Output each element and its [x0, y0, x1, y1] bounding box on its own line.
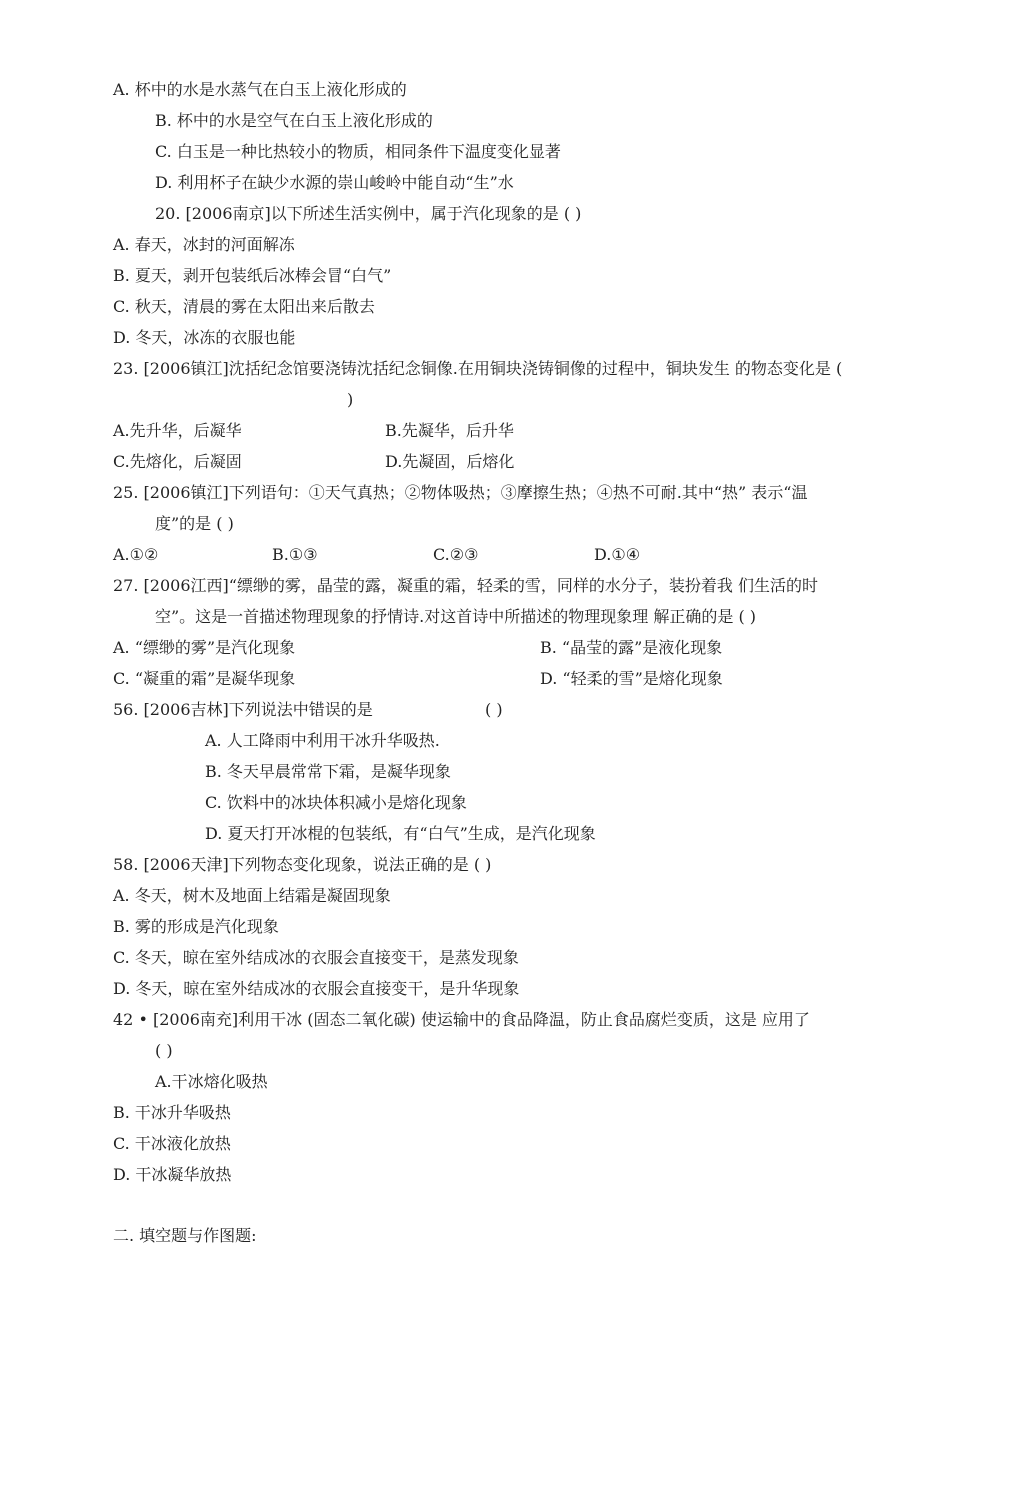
option-line: D. 夏天打开冰棍的包装纸，有“白气”生成，是汽化现象 [205, 824, 596, 843]
option-line: C. 冬天，晾在室外结成冰的衣服会直接变干，是蒸发现象 [113, 948, 519, 967]
option-line: D. 冬天，冰冻的衣服也能 [113, 328, 296, 347]
option-line: B.①③ [272, 545, 318, 564]
option-line: A.先升华，后凝华 [113, 421, 242, 440]
question-27: 27. [2006江西]“缥缈的雾，晶莹的露，凝重的霜，轻柔的雪，同样的水分子，装扮着我 们生活的时 [113, 576, 819, 595]
option-line: C.②③ [433, 545, 479, 564]
question-continuation: 度”的是 ( ) [155, 514, 234, 533]
option-line: B. 冬天早晨常常下霜，是凝华现象 [205, 762, 451, 781]
option-line: B. 雾的形成是汽化现象 [113, 917, 279, 936]
option-line: A. 春天，冰封的河面解冻 [113, 235, 295, 254]
option-line: A.干冰熔化吸热 [155, 1072, 268, 1091]
answer-paren: ( ) [485, 700, 503, 719]
option-line: A. “缥缈的雾”是汽化现象 [113, 638, 296, 657]
option-line: A. 冬天，树木及地面上结霜是凝固现象 [113, 886, 391, 905]
option-line: C. 饮料中的冰块体积减小是熔化现象 [205, 793, 467, 812]
option-line: A. 杯中的水是水蒸气在白玉上液化形成的 [113, 80, 407, 99]
option-line: B. 夏天，剥开包装纸后冰棒会冒“白气” [113, 266, 392, 285]
option-line: B.先凝华，后升华 [385, 421, 514, 440]
answer-paren: ( ) [155, 1041, 173, 1060]
question-25: 25. [2006镇江]下列语句：①天气真热；②物体吸热；③摩擦生热；④热不可耐.其中“热” 表示“温 [113, 483, 808, 502]
option-line: D. 利用杯子在缺少水源的崇山峻岭中能自动“生”水 [155, 173, 514, 192]
option-line: D. 冬天，晾在室外结成冰的衣服会直接变干，是升华现象 [113, 979, 520, 998]
answer-paren: ) [347, 390, 354, 409]
option-line: A.①② [113, 545, 159, 564]
question-42: 42 • [2006南充]利用干冰 (固态二氧化碳) 使运输中的食品降温，防止食品腐烂变质，这是 应用了 [113, 1010, 810, 1029]
option-line: D.先凝固，后熔化 [385, 452, 515, 471]
question-58: 58. [2006天津]下列物态变化现象，说法正确的是 ( ) [113, 855, 492, 874]
option-line: C. 秋天，清晨的雾在太阳出来后散去 [113, 297, 375, 316]
option-line: C. 白玉是一种比热较小的物质，相同条件下温度变化显著 [155, 142, 561, 161]
option-line: C. “凝重的霜”是凝华现象 [113, 669, 296, 688]
option-line: D.①④ [594, 545, 641, 564]
option-line: B. 干冰升华吸热 [113, 1103, 231, 1122]
question-continuation: 空”。这是一首描述物理现象的抒情诗.对这首诗中所描述的物理现象理 解正确的是 ( ) [155, 607, 757, 626]
option-line: B. “晶莹的露”是液化现象 [540, 638, 723, 657]
question-20: 20. [2006南京]以下所述生活实例中，属于汽化现象的是 ( ) [155, 204, 582, 223]
section-heading: 二. 填空题与作图题: [113, 1226, 257, 1245]
option-line: A. 人工降雨中利用干冰升华吸热. [205, 731, 440, 750]
option-line: B. 杯中的水是空气在白玉上液化形成的 [155, 111, 433, 130]
option-line: C.先熔化，后凝固 [113, 452, 242, 471]
option-line: D. “轻柔的雪”是熔化现象 [540, 669, 723, 688]
question-56: 56. [2006吉林]下列说法中错误的是 [113, 700, 373, 719]
option-line: D. 干冰凝华放热 [113, 1165, 232, 1184]
question-23: 23. [2006镇江]沈括纪念馆要浇铸沈括纪念铜像.在用铜块浇铸铜像的过程中，铜块发生 的物态变化是 ( [113, 359, 843, 378]
option-line: C. 干冰液化放热 [113, 1134, 231, 1153]
